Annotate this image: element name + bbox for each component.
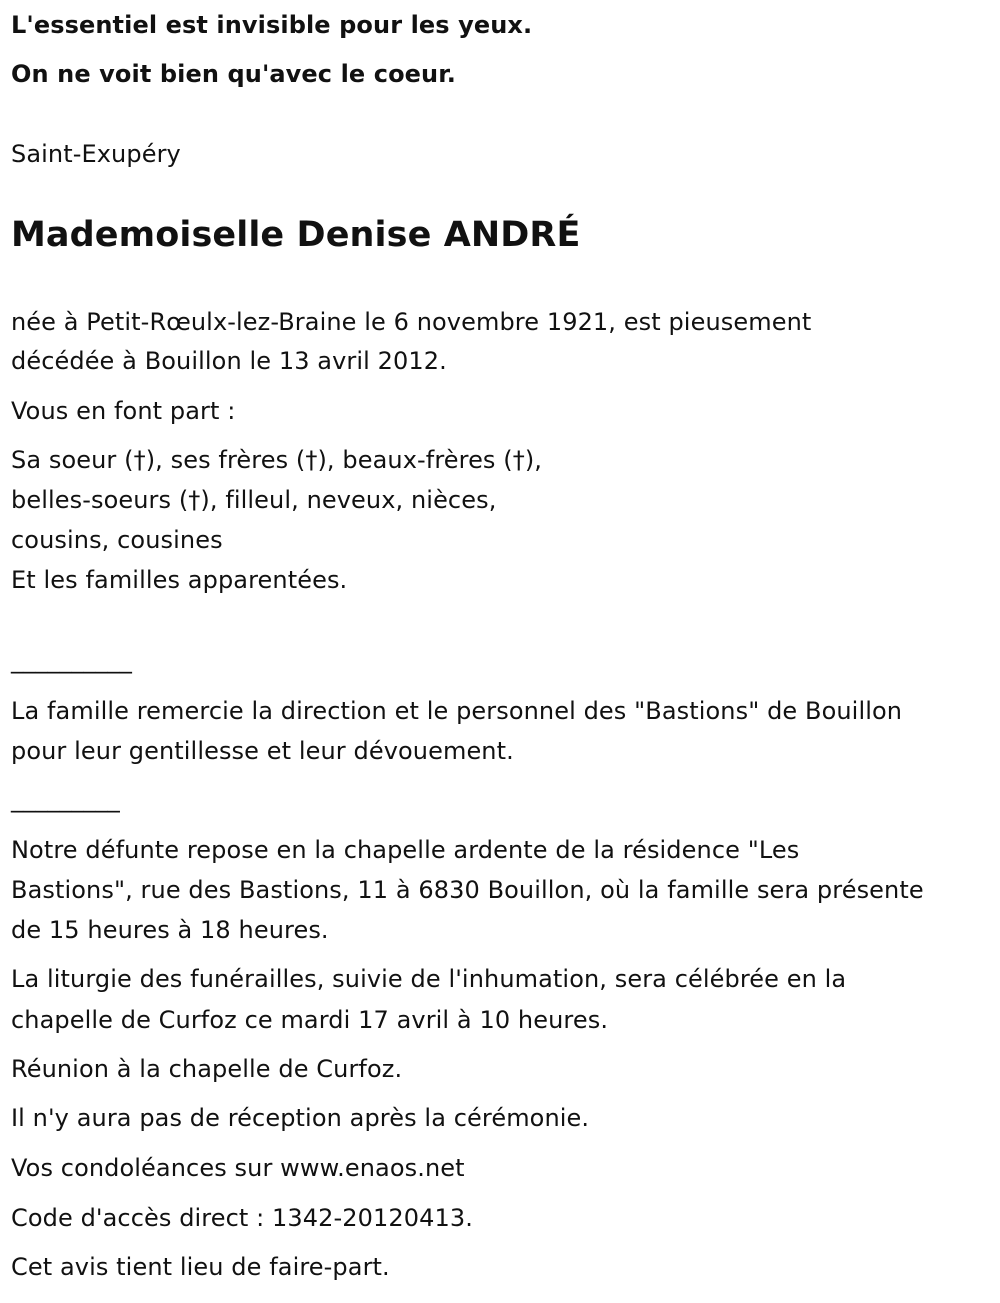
quote-line-1: L'essentiel est invisible pour les yeux.	[11, 11, 533, 39]
family-line-2: belles-soeurs (†), filleul, neveux, nièces,	[11, 486, 497, 514]
separator-1: __________	[11, 646, 132, 674]
repose-line-2: Bastions", rue des Bastions, 11 à 6830 Bouillon, où la famille sera présente	[11, 876, 924, 904]
birth-death-line-1: née à Petit-Rœulx-lez-Braine le 6 novembre 1921, est pieusement	[11, 308, 812, 336]
family-line-1: Sa soeur (†), ses frères (†), beaux-frères (†),	[11, 446, 543, 474]
family-line-4: Et les familles apparentées.	[11, 566, 348, 594]
thanks-line-1: La famille remercie la direction et le personnel des "Bastions" de Bouillon	[11, 697, 903, 725]
liturgy-line-2: chapelle de Curfoz ce mardi 17 avril à 10 heures.	[11, 1006, 609, 1034]
repose-line-3: de 15 heures à 18 heures.	[11, 916, 329, 944]
meeting-line: Réunion à la chapelle de Curfoz.	[11, 1055, 403, 1083]
quote-author: Saint-Exupéry	[11, 140, 181, 168]
birth-death-line-2: décédée à Bouillon le 13 avril 2012.	[11, 347, 447, 375]
repose-line-1: Notre défunte repose en la chapelle ardente de la résidence "Les	[11, 836, 800, 864]
family-line-3: cousins, cousines	[11, 526, 223, 554]
deceased-name: Mademoiselle Denise ANDRÉ	[11, 215, 581, 255]
separator-2: _________	[11, 785, 120, 813]
access-code-line: Code d'accès direct : 1342-20120413.	[11, 1204, 473, 1232]
thanks-line-2: pour leur gentillesse et leur dévouement.	[11, 737, 514, 765]
notice-line: Cet avis tient lieu de faire-part.	[11, 1253, 390, 1281]
liturgy-line-1: La liturgie des funérailles, suivie de l'inhumation, sera célébrée en la	[11, 965, 847, 993]
condolences-line: Vos condoléances sur www.enaos.net	[11, 1154, 465, 1182]
reception-line: Il n'y aura pas de réception après la cérémonie.	[11, 1104, 590, 1132]
family-intro: Vous en font part :	[11, 397, 236, 425]
quote-line-2: On ne voit bien qu'avec le coeur.	[11, 60, 456, 88]
